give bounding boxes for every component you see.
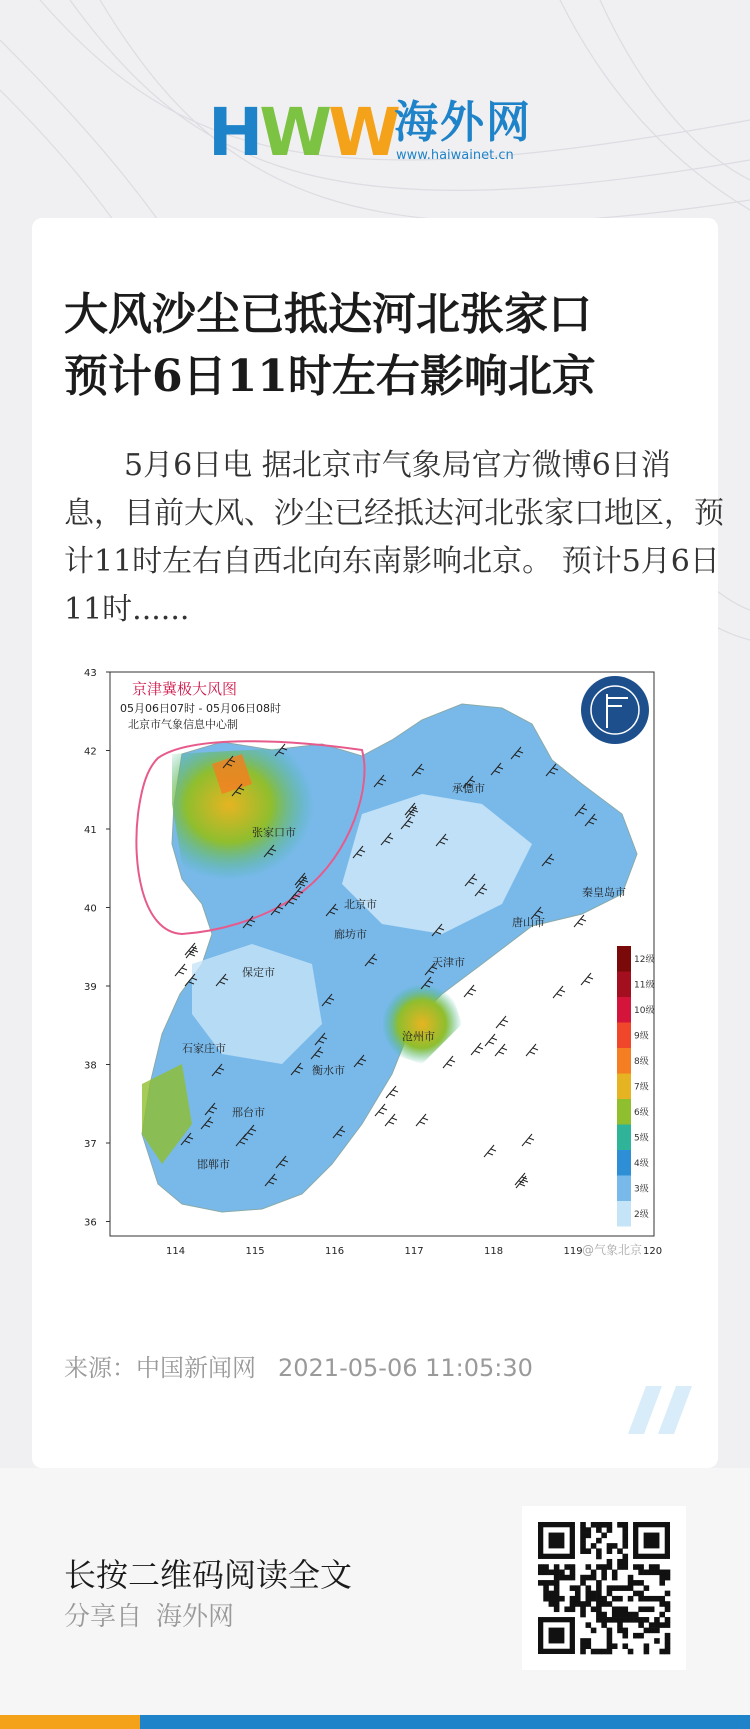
- legend-label: 3级: [634, 1184, 649, 1195]
- article-title-line2: 预计6日11时左右影响北京: [64, 351, 596, 402]
- y-tick-label: 38: [84, 1060, 97, 1072]
- footer: [0, 1468, 750, 1729]
- map-time-range: 05月06日07时 - 05月06日08时: [120, 702, 281, 715]
- legend-swatch: [617, 972, 631, 998]
- article-title-line1: 大风沙尘已抵达河北张家口: [64, 289, 592, 340]
- logo-chinese-name: 海外网: [394, 97, 532, 148]
- share-prefix: 分享自: [64, 1602, 143, 1632]
- wind-map-image: [62, 664, 722, 1304]
- city-label: 衡水市: [312, 1064, 345, 1077]
- legend-label: 10级: [634, 1006, 655, 1016]
- source-label: 来源：: [64, 1354, 136, 1382]
- city-label: 天津市: [432, 956, 465, 969]
- article-card: [32, 218, 724, 1468]
- legend-label: 7级: [634, 1082, 649, 1093]
- city-label: 沧州市: [402, 1030, 435, 1043]
- city-label: 承德市: [452, 782, 485, 795]
- x-tick-label: 118: [484, 1246, 504, 1257]
- city-label: 秦皇岛市: [582, 886, 626, 899]
- share-from: [64, 1596, 234, 1633]
- y-tick-label: 36: [84, 1217, 97, 1229]
- map-watermark: @气象北京: [582, 1243, 643, 1257]
- city-label: 邯郸市: [197, 1158, 230, 1171]
- share-site: 海外网: [156, 1602, 235, 1632]
- bottom-color-bar: [0, 1715, 750, 1729]
- publish-datetime: 2021-05-06 11:05:30: [278, 1354, 533, 1382]
- y-tick-label: 42: [84, 746, 97, 758]
- legend-swatch: [617, 1048, 631, 1074]
- map-title: 京津冀极大风图: [132, 680, 238, 698]
- y-tick-label: 39: [84, 982, 97, 993]
- legend-swatch: [617, 1176, 631, 1202]
- city-label: 张家口市: [252, 826, 296, 839]
- article-summary: [64, 442, 724, 634]
- legend-label: 9级: [634, 1031, 649, 1042]
- legend-swatch: [617, 1074, 631, 1100]
- x-tick-label: 114: [166, 1246, 186, 1257]
- x-tick-label: 116: [325, 1246, 345, 1257]
- city-label: 保定市: [242, 966, 275, 979]
- legend-swatch: [617, 997, 631, 1023]
- article-summary-text: 5月6日电 据北京市气象局官方微博6日消息，目前大风、沙尘已经抵达河北张家口地区，预计11时左右自西北向东南影响北京。 预计5月6日11时......: [64, 448, 724, 627]
- y-tick-label: 43: [84, 668, 97, 679]
- x-tick-label: 117: [404, 1246, 424, 1257]
- city-label: 邢台市: [232, 1106, 265, 1119]
- y-tick-label: 41: [84, 825, 97, 836]
- legend-swatch: [617, 1125, 631, 1151]
- y-tick-label: 37: [84, 1139, 97, 1150]
- qr-code[interactable]: [522, 1506, 686, 1670]
- legend-label: 11级: [634, 980, 655, 991]
- legend-swatch: [617, 1023, 631, 1049]
- qr-read-prompt: 长按二维码阅读全文: [64, 1556, 353, 1594]
- legend-label: 4级: [634, 1159, 649, 1169]
- map-producer: 北京市气象信息中心制: [128, 718, 238, 731]
- decorative-slash-icon: [628, 1386, 698, 1434]
- logo-url: www.haiwainet.cn: [396, 148, 514, 163]
- legend-swatch: [617, 946, 631, 972]
- legend-swatch: [617, 1099, 631, 1125]
- legend-label: 2级: [634, 1210, 649, 1220]
- x-tick-label: 120: [643, 1246, 663, 1257]
- city-label: 廊坊市: [334, 928, 367, 941]
- article-title: [64, 284, 704, 408]
- legend-label: 8级: [634, 1057, 649, 1067]
- legend-label: 6级: [634, 1108, 649, 1118]
- city-label: 北京市: [344, 898, 377, 911]
- source-name: 中国新闻网: [136, 1354, 256, 1382]
- haiwainet-logo: [208, 94, 544, 171]
- legend-swatch: [617, 1150, 631, 1176]
- legend-swatch: [617, 1201, 631, 1227]
- legend-label: 5级: [634, 1133, 649, 1144]
- legend-label: 12级: [634, 955, 655, 965]
- article-meta: [64, 1348, 533, 1383]
- logo-hww-mark: HWW: [208, 94, 397, 171]
- meteorological-service-emblem-icon: [581, 676, 649, 744]
- x-tick-label: 115: [245, 1246, 265, 1257]
- x-tick-label: 119: [563, 1246, 583, 1257]
- city-label: 唐山市: [512, 916, 545, 929]
- city-label: 石家庄市: [182, 1042, 226, 1055]
- y-tick-label: 40: [84, 903, 97, 915]
